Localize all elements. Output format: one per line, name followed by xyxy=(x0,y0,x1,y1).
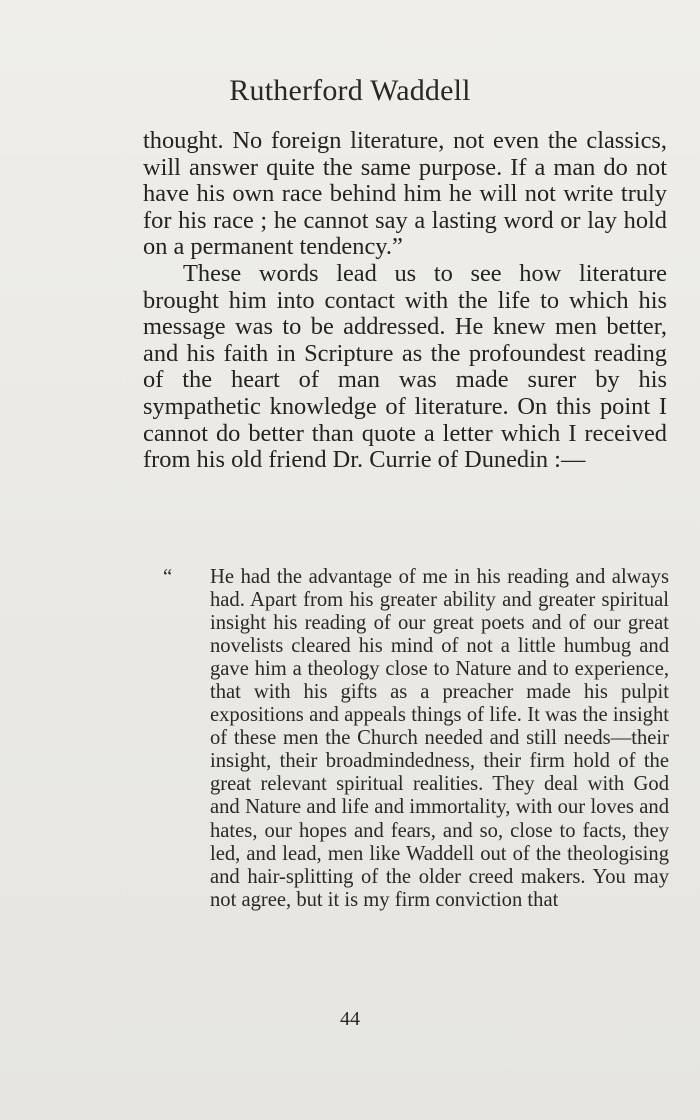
page-number: 44 xyxy=(340,1008,360,1030)
body-text xyxy=(143,128,667,474)
paragraph-continued: thought. No foreign literature, not even the classics, will answer quite the same purpose. If a man do not have his own race behind him he will not write truly for his race ; he cannot say a lasting word or lay hold on a permanent tendency.” xyxy=(143,127,667,261)
running-head: Rutherford Waddell xyxy=(229,74,471,107)
block-quote xyxy=(163,566,669,912)
opening-quote-mark: “ xyxy=(163,566,173,588)
quote-text: He had the advantage of me in his reading and always had. Apart from his greater ability and greater spiritual insight his reading of our great poets and of our great novelists cleared his mind of not a little humbug and gave him a theology close to Nature and to experience, that with his gifts as a preacher made his pulpit expositions and appeals things of life. It was the insight of these men the Church needed and still needs—their insight, their broadmindedness, their firm hold of the great relevant spiritual realities. They deal with God and Nature and life and immortality, with our loves and hates, our hopes and fears, and so, close to facts, they led, and lead, men like Waddell out of the theologising and hair-splitting of the older creed makers. You may not agree, but it is my firm conviction that xyxy=(210,566,669,911)
paragraph: These words lead us to see how literature brought him into contact with the life to which his message was to be addressed. He knew men better, and his faith in Scripture as the profoundest reading of the heart of man was made surer by his sympathetic knowledge of literature. On this point I cannot do better than quote a letter which I received from his old friend Dr. Currie of Dunedin :— xyxy=(143,259,667,474)
